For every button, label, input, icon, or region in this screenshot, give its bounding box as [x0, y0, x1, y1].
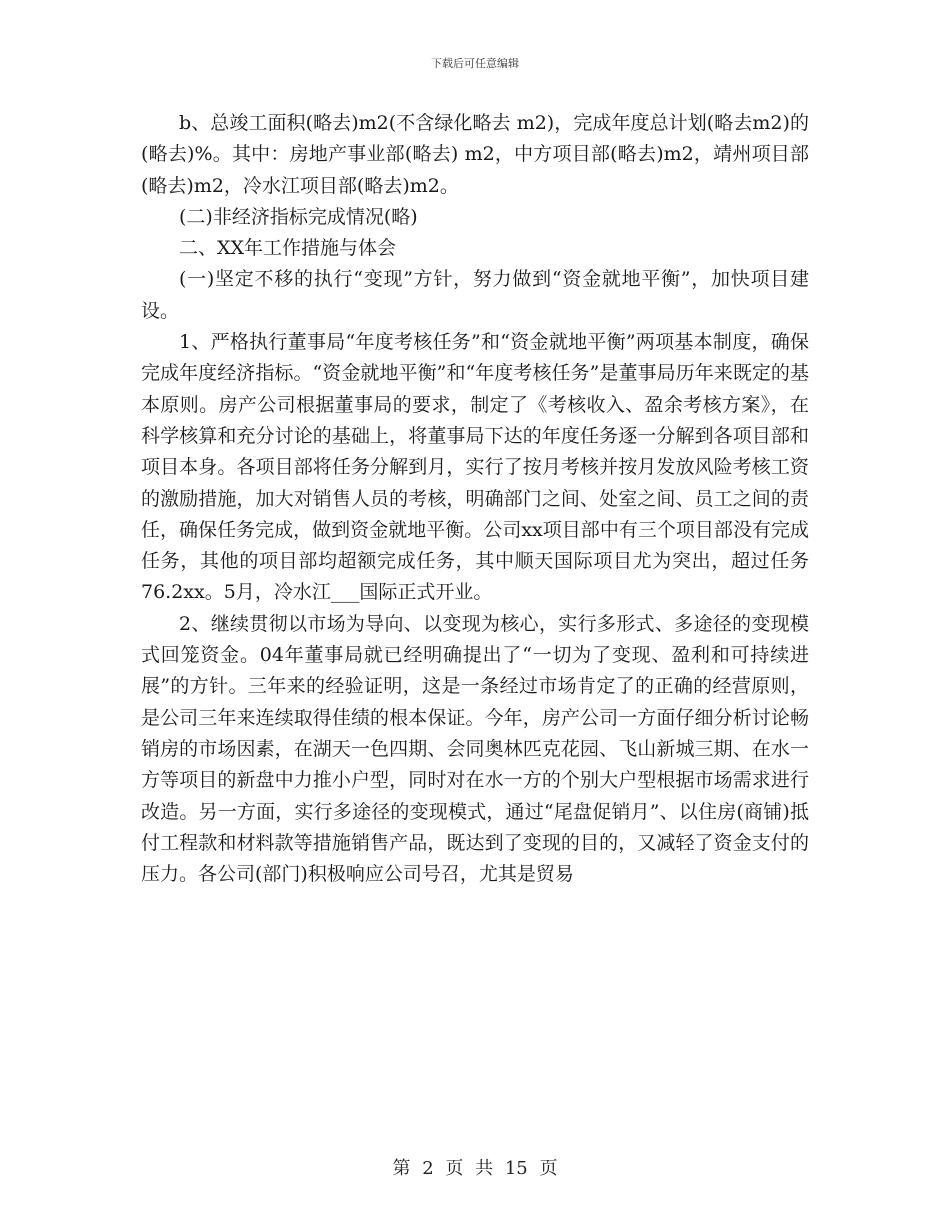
page-number-footer: 第 2 页 共 15 页 — [392, 1158, 558, 1179]
page-header-note: 下载后可任意编辑 — [431, 57, 519, 70]
document-body — [141, 108, 809, 890]
paragraph-market-oriented: 2、继续贯彻以市场为导向、以变现为核心，实行多形式、多途径的变现模式回笼资金。04年董事局就已经明确提出了“一切为了变现、盈利和可持续进展”的方针。三年来的经验证明，这是一条经过市场肯定了的正确的经营原则，是公司三年来连续取得佳绩的根本保证。今年，房产公司一方面仔细分析讨论畅销房的市场因素，在湖天一色四期、会同奥林匹克花园、飞山新城三期、在水一方等项目的新盘中力推小户型，同时对在水一方的个别大户型根据市场需求进行改造。另一方面，实行多途径的变现模式，通过“尾盘促销月”、以住房(商铺)抵付工程款和材料款等措施销售产品，既达到了变现的目的，又减轻了资金支付的压力。各公司(部门)积极响应公司号召，尤其是贸易 — [141, 612, 809, 886]
subsection-heading-cash-policy: (一)坚定不移的执行“变现”方针，努力做到“资金就地平衡”，加快项目建设。 — [141, 268, 809, 322]
paragraph-non-economic-indicators: (二)非经济指标完成情况(略) — [179, 205, 418, 228]
paragraph-assessment-tasks: 1、严格执行董事局“年度考核任务”和“资金就地平衡”两项基本制度，确保完成年度经济指标。“资金就地平衡”和“年度考核任务”是董事局历年来既定的基本原则。房产公司根据董事局的要求，制定了《考核收入、盈余考核方案》，在科学核算和充分讨论的基础上，将董事局下达的年度任务逐一分解到各项目部和项目本身。各项目部将任务分解到月，实行了按月考核并按月发放风险考核工资的激励措施，加大对销售人员的考核，明确部门之间、处室之间、员工之间的责任，确保任务完成，做到资金就地平衡。公司xx项目部中有三个项目部没有完成任务，其他的项目部均超额完成任务，其中顺天国际项目尤为突出，超过任务76.2xx。5月，冷水江___国际正式开业。 — [141, 331, 809, 604]
paragraph-completed-area: b、总竣工面积(略去)m2(不含绿化略去 m2)，完成年度总计划(略去m2)的(略去)%。其中：房地产事业部(略去) m2，中方项目部(略去)m2，靖州项目部(略去)m2，冷水江项目部(略去)m2。 — [141, 112, 809, 197]
section-heading-measures: 二、XX年工作措施与体会 — [179, 237, 397, 260]
